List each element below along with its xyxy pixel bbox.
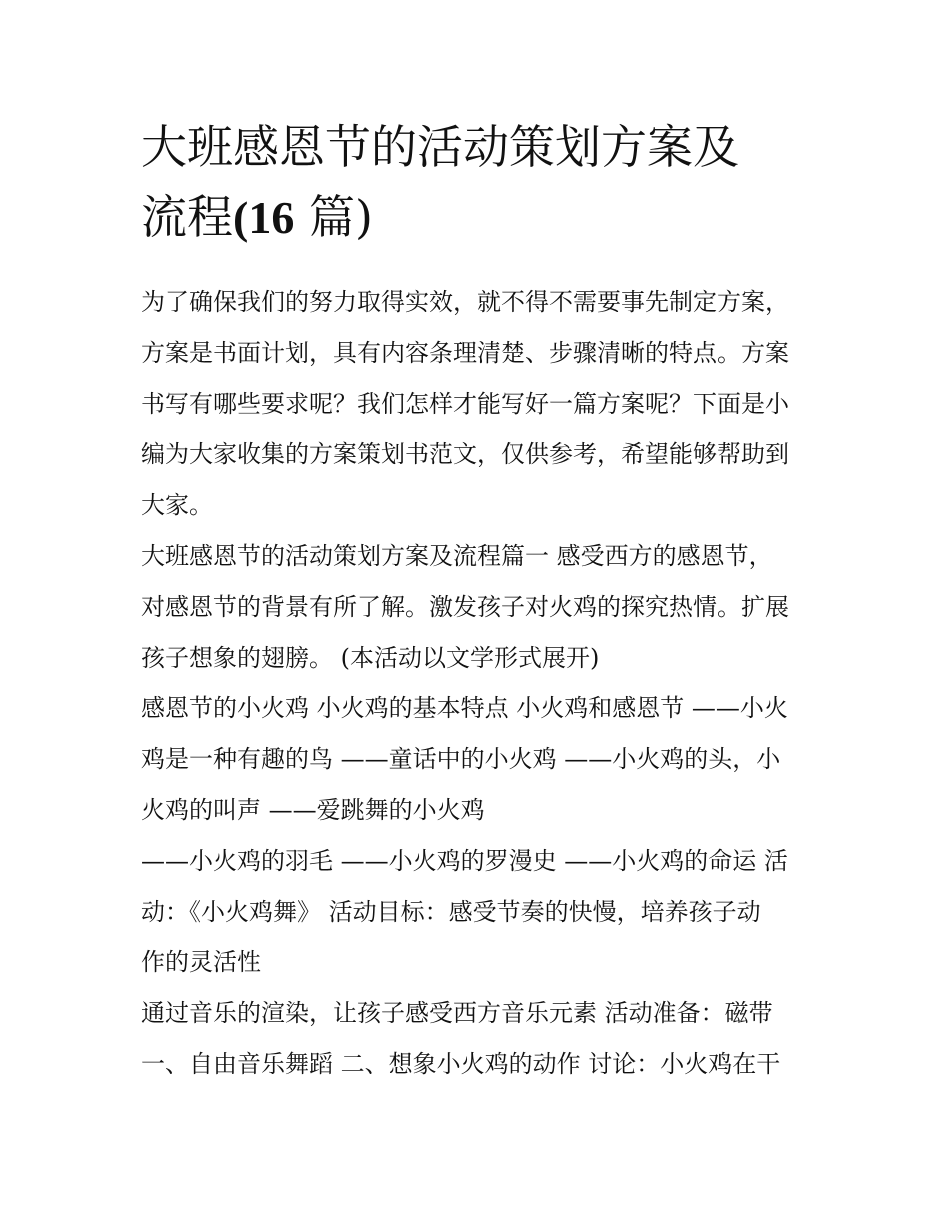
title-line-2 bbox=[141, 182, 813, 253]
text-line: 一、自由音乐舞蹈 二、想象小火鸡的动作 讨论：小火鸡在干 bbox=[141, 1049, 781, 1078]
text-line: 大班感恩节的活动策划方案及流程篇一 感受西方的感恩节， bbox=[141, 541, 773, 570]
text-line: 书写有哪些要求呢？我们怎样才能写好一篇方案呢？下面是小 bbox=[141, 389, 789, 418]
body-paragraph bbox=[141, 277, 813, 1090]
document-body bbox=[141, 277, 813, 1090]
text-line: 通过音乐的渲染，让孩子感受西方音乐元素 活动准备：磁带 bbox=[141, 999, 773, 1028]
title-line-2-suffix: 篇) bbox=[294, 190, 373, 244]
text-line: 方案是书面计划，具有内容条理清楚、步骤清晰的特点。方案 bbox=[141, 338, 789, 367]
text-line: 动：《小火鸡舞》 活动目标：感受节奏的快慢，培养孩子动 bbox=[141, 897, 761, 926]
title-line-2-prefix: 流程 bbox=[141, 190, 233, 244]
text-line: 大家。 bbox=[141, 491, 213, 520]
text-line: 为了确保我们的努力取得实效，就不得不需要事先制定方案， bbox=[141, 288, 789, 316]
text-line: 作的灵活性 bbox=[141, 948, 261, 977]
text-line: 编为大家收集的方案策划书范文，仅供参考，希望能够帮助到 bbox=[141, 440, 789, 469]
text-line: ——小火鸡的羽毛 ——小火鸡的罗漫史 ——小火鸡的命运 活 bbox=[141, 846, 788, 875]
text-line: 对感恩节的背景有所了解。激发孩子对火鸡的探究热情。扩展 bbox=[141, 592, 789, 621]
text-line: 感恩节的小火鸡 小火鸡的基本特点 小火鸡和感恩节 ——小火 bbox=[141, 694, 788, 723]
document-page bbox=[141, 112, 813, 1090]
document-title bbox=[141, 112, 813, 253]
title-line-2-number: (16 bbox=[233, 192, 295, 243]
text-line: 鸡是一种有趣的鸟 ——童话中的小火鸡 ——小火鸡的头，小 bbox=[141, 745, 781, 774]
text-line: 火鸡的叫声 ——爱跳舞的小火鸡 bbox=[141, 795, 485, 824]
text-line: 孩子想象的翅膀。 (本活动以文学形式展开) bbox=[141, 643, 600, 672]
title-line-1: 大班感恩节的活动策划方案及 bbox=[141, 120, 739, 174]
